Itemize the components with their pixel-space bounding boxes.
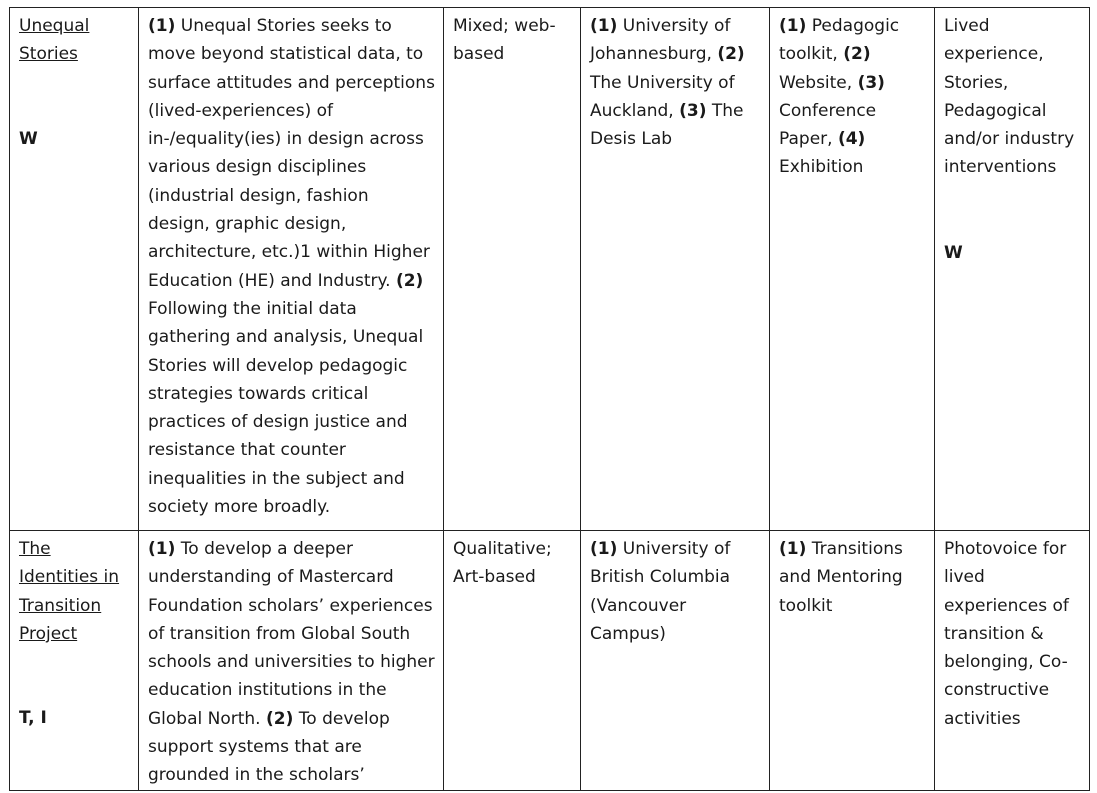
project-title-link[interactable]: The Identities in Transition Project bbox=[19, 539, 120, 644]
output-text: Conference Paper, bbox=[779, 100, 877, 150]
item-number: (1) bbox=[779, 539, 807, 559]
partners-cell bbox=[581, 531, 770, 791]
aim-text: To develop support systems that are grounded in the scholars’ bbox=[148, 708, 390, 786]
project-tag: T, I bbox=[19, 708, 47, 729]
outputs-cell bbox=[770, 8, 935, 531]
item-number: (3) bbox=[857, 72, 885, 93]
item-number: (1) bbox=[148, 539, 176, 559]
item-number: (2) bbox=[717, 44, 745, 65]
item-number: (3) bbox=[679, 100, 707, 121]
method-text: Qualitative; Art-based bbox=[453, 539, 552, 588]
focus-cell bbox=[935, 531, 1090, 791]
table-row bbox=[10, 8, 1090, 531]
output-text: Exhibition bbox=[779, 157, 864, 178]
aim-text: To develop a deeper understanding of Mastercard Foundation scholars’ experiences of transition from Global South schools and universities to higher education institutions in the Global North. bbox=[148, 539, 435, 729]
item-number: (1) bbox=[590, 16, 618, 36]
partners-cell bbox=[581, 8, 770, 531]
project-title-link[interactable]: Unequal Stories bbox=[19, 16, 90, 65]
item-number: (1) bbox=[779, 16, 807, 36]
aim-text: Following the initial data gathering and analysis, Unequal Stories will develop pedagogic strategies towards critical practices of design justice and resistance that counter inequalities in the subject and society more broadly. bbox=[148, 298, 424, 518]
item-number: (2) bbox=[395, 270, 424, 291]
projects-table bbox=[9, 7, 1090, 791]
method-cell bbox=[444, 531, 581, 791]
project-cell bbox=[10, 8, 139, 531]
project-tag: W bbox=[19, 128, 38, 149]
partner-text: The University of Auckland, bbox=[590, 72, 735, 121]
item-number: (1) bbox=[590, 539, 618, 559]
aims-cell bbox=[139, 8, 444, 531]
output-text: Transitions and Mentoring toolkit bbox=[779, 539, 903, 616]
item-number: (1) bbox=[148, 16, 176, 36]
focus-cell bbox=[935, 8, 1090, 531]
item-number: (2) bbox=[843, 44, 871, 65]
focus-text: Lived experience, Stories, Pedagogical and/or industry interventions bbox=[944, 16, 1075, 178]
item-number: (2) bbox=[266, 708, 294, 729]
focus-tag: W bbox=[944, 242, 963, 263]
partner-text: The Desis Lab bbox=[590, 100, 744, 150]
output-text: Pedagogic toolkit, bbox=[779, 16, 900, 65]
outputs-cell bbox=[770, 531, 935, 791]
table-row bbox=[10, 531, 1090, 791]
output-text: Website, bbox=[779, 72, 858, 93]
project-cell bbox=[10, 531, 139, 791]
aim-text: Unequal Stories seeks to move beyond statistical data, to surface attitudes and perceptions (lived-experiences) of in-/equality(ies) in design across various design disciplines (industrial design, fashion design, graphic design, architecture, etc.)1 within Higher Education (HE) and Industry. bbox=[148, 16, 435, 291]
aims-cell bbox=[139, 531, 444, 791]
focus-text: Photovoice for lived experiences of transition & belonging, Co-constructive activities bbox=[944, 539, 1069, 729]
method-text: Mixed; web-based bbox=[453, 16, 556, 65]
partner-text: University of British Columbia (Vancouver Campus) bbox=[590, 539, 731, 644]
method-cell bbox=[444, 8, 581, 531]
partner-text: University of Johannesburg, bbox=[590, 16, 731, 65]
item-number: (4) bbox=[837, 129, 866, 150]
